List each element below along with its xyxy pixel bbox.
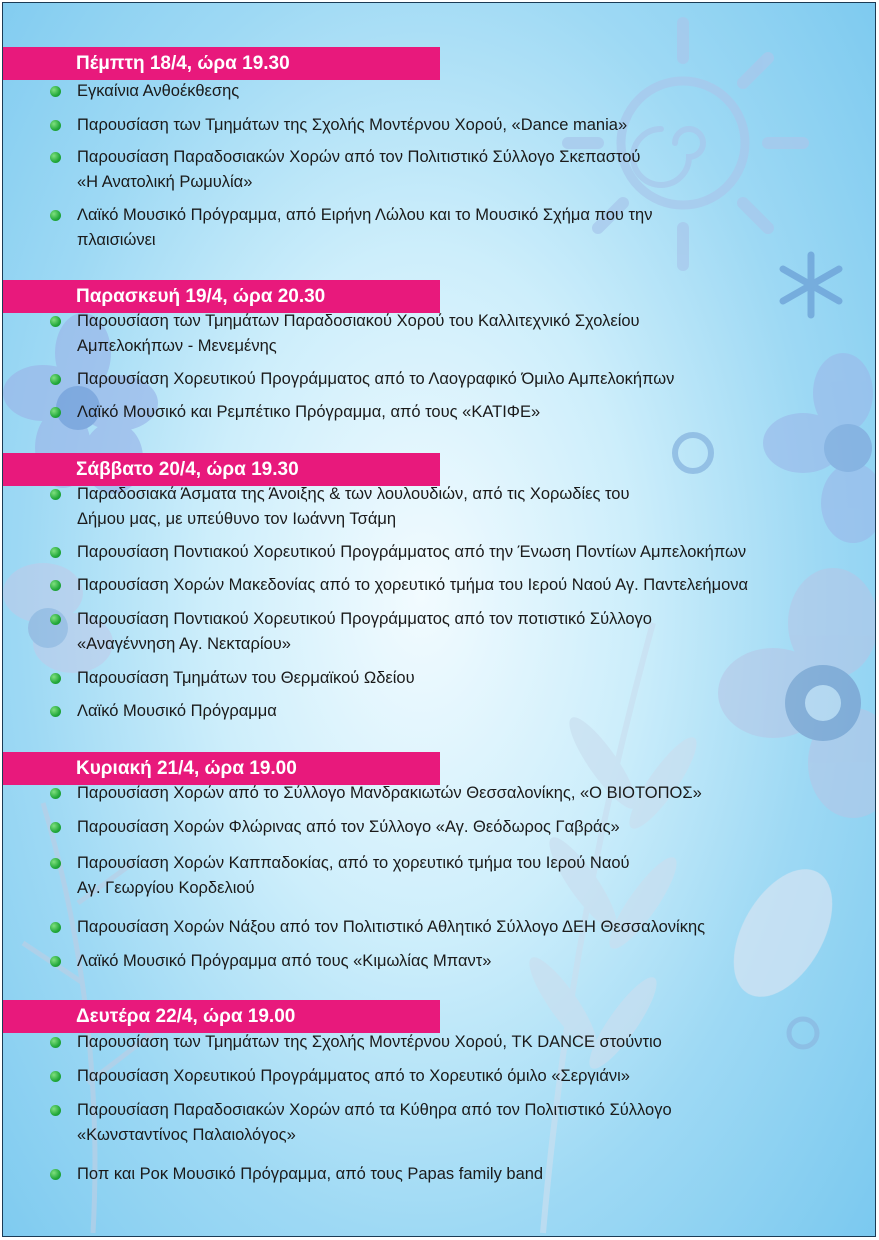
event-text bbox=[77, 1030, 837, 1055]
event-text bbox=[77, 367, 837, 392]
event-text bbox=[77, 1098, 837, 1148]
bullet-icon bbox=[50, 1169, 61, 1180]
event-text bbox=[77, 666, 837, 691]
event-line: Παρουσίαση των Τμημάτων Παραδοσιακού Χορού του Καλλιτεχνικό Σχολείου bbox=[77, 312, 640, 330]
bullet-icon bbox=[50, 706, 61, 717]
day-heading: Σάββατο 20/4, ώρα 19.30 bbox=[3, 453, 440, 486]
event-line: Παρουσίαση Χορών Νάξου από τον Πολιτιστικό Αθλητικό Σύλλογο ΔΕΗ Θεσσαλονίκης bbox=[77, 918, 706, 936]
event-line: «Αναγέννηση Αγ. Νεκταρίου» bbox=[77, 635, 291, 653]
bullet-icon bbox=[50, 614, 61, 625]
bullet-icon bbox=[50, 788, 61, 799]
bullet-icon bbox=[50, 210, 61, 221]
event-line: Λαϊκό Μουσικό και Ρεμπέτικο Πρόγραμμα, από τους «ΚΑΤΙΦΕ» bbox=[77, 403, 541, 421]
event-line: Παρουσίαση Τμημάτων του Θερμαϊκού Ωδείου bbox=[77, 669, 415, 687]
event-text bbox=[77, 607, 837, 657]
event-line: Παρουσίαση Χορευτικού Προγράμματος από το Λαογραφικό Όμιλο Αμπελοκήπων bbox=[77, 370, 675, 388]
bullet-icon bbox=[50, 922, 61, 933]
event-line: Λαϊκό Μουσικό Πρόγραμμα bbox=[77, 702, 277, 720]
event-line: Παραδοσιακά Άσματα της Άνοιξης & των λουλουδιών, από τις Χορωδίες του bbox=[77, 485, 630, 503]
bullet-icon bbox=[50, 120, 61, 131]
day-heading: Πέμπτη 18/4, ώρα 19.30 bbox=[3, 47, 440, 80]
event-line: Παρουσίαση Παραδοσιακών Χορών από τον Πολιτιστικό Σύλλογο Σκεπαστού bbox=[77, 148, 641, 166]
event-line: «Η Ανατολική Ρωμυλία» bbox=[77, 173, 253, 191]
event-line: Λαϊκό Μουσικό Πρόγραμμα από τους «Κιμωλίας Μπαντ» bbox=[77, 952, 492, 970]
event-line: Δήμου μας, με υπεύθυνο τον Ιωάννη Τσάμη bbox=[77, 510, 397, 528]
event-line: Παρουσίαση Ποντιακού Χορευτικού Προγράμματος από την Ένωση Ποντίων Αμπελοκήπων bbox=[77, 543, 747, 561]
event-text bbox=[77, 1064, 837, 1089]
event-line: Παρουσίαση Χορευτικού Προγράμματος από το Χορευτικό όμιλο «Σεργιάνι» bbox=[77, 1067, 630, 1085]
bullet-icon bbox=[50, 489, 61, 500]
event-line: Παρουσίαση Ποντιακού Χορευτικού Προγράμματος από τον ποτιστικό Σύλλογο bbox=[77, 610, 652, 628]
event-line: «Κωνσταντίνος Παλαιολόγος» bbox=[77, 1126, 296, 1144]
event-text bbox=[77, 815, 837, 840]
event-text bbox=[77, 482, 837, 532]
day-heading: Κυριακή 21/4, ώρα 19.00 bbox=[3, 752, 440, 785]
event-line: Λαϊκό Μουσικό Πρόγραμμα, από Ειρήνη Λώλου και το Μουσικό Σχήμα που την bbox=[77, 206, 653, 224]
bullet-icon bbox=[50, 673, 61, 684]
event-text bbox=[77, 949, 837, 974]
event-text bbox=[77, 309, 837, 359]
event-text bbox=[77, 781, 837, 806]
event-line: πλαισιώνει bbox=[77, 231, 156, 249]
day-heading: Δευτέρα 22/4, ώρα 19.00 bbox=[3, 1000, 440, 1033]
event-line: Παρουσίαση Χορών Μακεδονίας από το χορευτικό τμήμα του Ιερού Ναού Αγ. Παντελεήμονα bbox=[77, 576, 749, 594]
ring-icon bbox=[675, 435, 711, 471]
event-line: Παρουσίαση Χορών Φλώρινας από τον Σύλλογο «Αγ. Θεόδωρος Γαβράς» bbox=[77, 818, 620, 836]
bullet-icon bbox=[50, 822, 61, 833]
poster bbox=[2, 2, 876, 1237]
bullet-icon bbox=[50, 1071, 61, 1082]
bullet-icon bbox=[50, 1105, 61, 1116]
bullet-icon bbox=[50, 858, 61, 869]
event-text bbox=[77, 540, 837, 565]
event-text bbox=[77, 203, 837, 253]
event-text bbox=[77, 1162, 837, 1187]
event-text bbox=[77, 851, 837, 901]
day-heading: Παρασκευή 19/4, ώρα 20.30 bbox=[3, 280, 440, 313]
bullet-icon bbox=[50, 374, 61, 385]
bullet-icon bbox=[50, 1037, 61, 1048]
event-line: Παρουσίαση Χορών από το Σύλλογο Μανδρακιωτών Θεσσαλονίκης, «Ο ΒΙΟΤΟΠΟΣ» bbox=[77, 784, 702, 802]
event-text bbox=[77, 113, 837, 138]
bullet-icon bbox=[50, 956, 61, 967]
asterisk-icon bbox=[783, 255, 839, 315]
event-text bbox=[77, 79, 837, 104]
event-line: Παρουσίαση Χορών Καππαδοκίας, από το χορευτικό τμήμα του Ιερού Ναού bbox=[77, 854, 630, 872]
event-line: Ποπ και Ροκ Μουσικό Πρόγραμμα, από τους Papas family band bbox=[77, 1165, 544, 1183]
event-line: Παρουσίαση Παραδοσιακών Χορών από τα Κύθηρα από τον Πολιτιστικό Σύλλογο bbox=[77, 1101, 672, 1119]
bullet-icon bbox=[50, 86, 61, 97]
bullet-icon bbox=[50, 407, 61, 418]
event-text bbox=[77, 400, 837, 425]
bullet-icon bbox=[50, 152, 61, 163]
event-text bbox=[77, 915, 837, 940]
event-line: Εγκαίνια Ανθοέκθεσης bbox=[77, 82, 240, 100]
event-text bbox=[77, 145, 837, 195]
bullet-icon bbox=[50, 547, 61, 558]
event-text bbox=[77, 573, 837, 598]
bullet-icon bbox=[50, 580, 61, 591]
event-line: Παρουσίαση των Τμημάτων της Σχολής Μοντέρνου Χορού, «Dance mania» bbox=[77, 116, 628, 134]
event-line: Αμπελοκήπων - Μενεμένης bbox=[77, 337, 277, 355]
event-text bbox=[77, 699, 837, 724]
bullet-icon bbox=[50, 316, 61, 327]
event-line: Παρουσίαση των Τμημάτων της Σχολής Μοντέρνου Χορού, TK DANCE στούντιο bbox=[77, 1033, 662, 1051]
event-line: Αγ. Γεωργίου Κορδελιού bbox=[77, 879, 255, 897]
